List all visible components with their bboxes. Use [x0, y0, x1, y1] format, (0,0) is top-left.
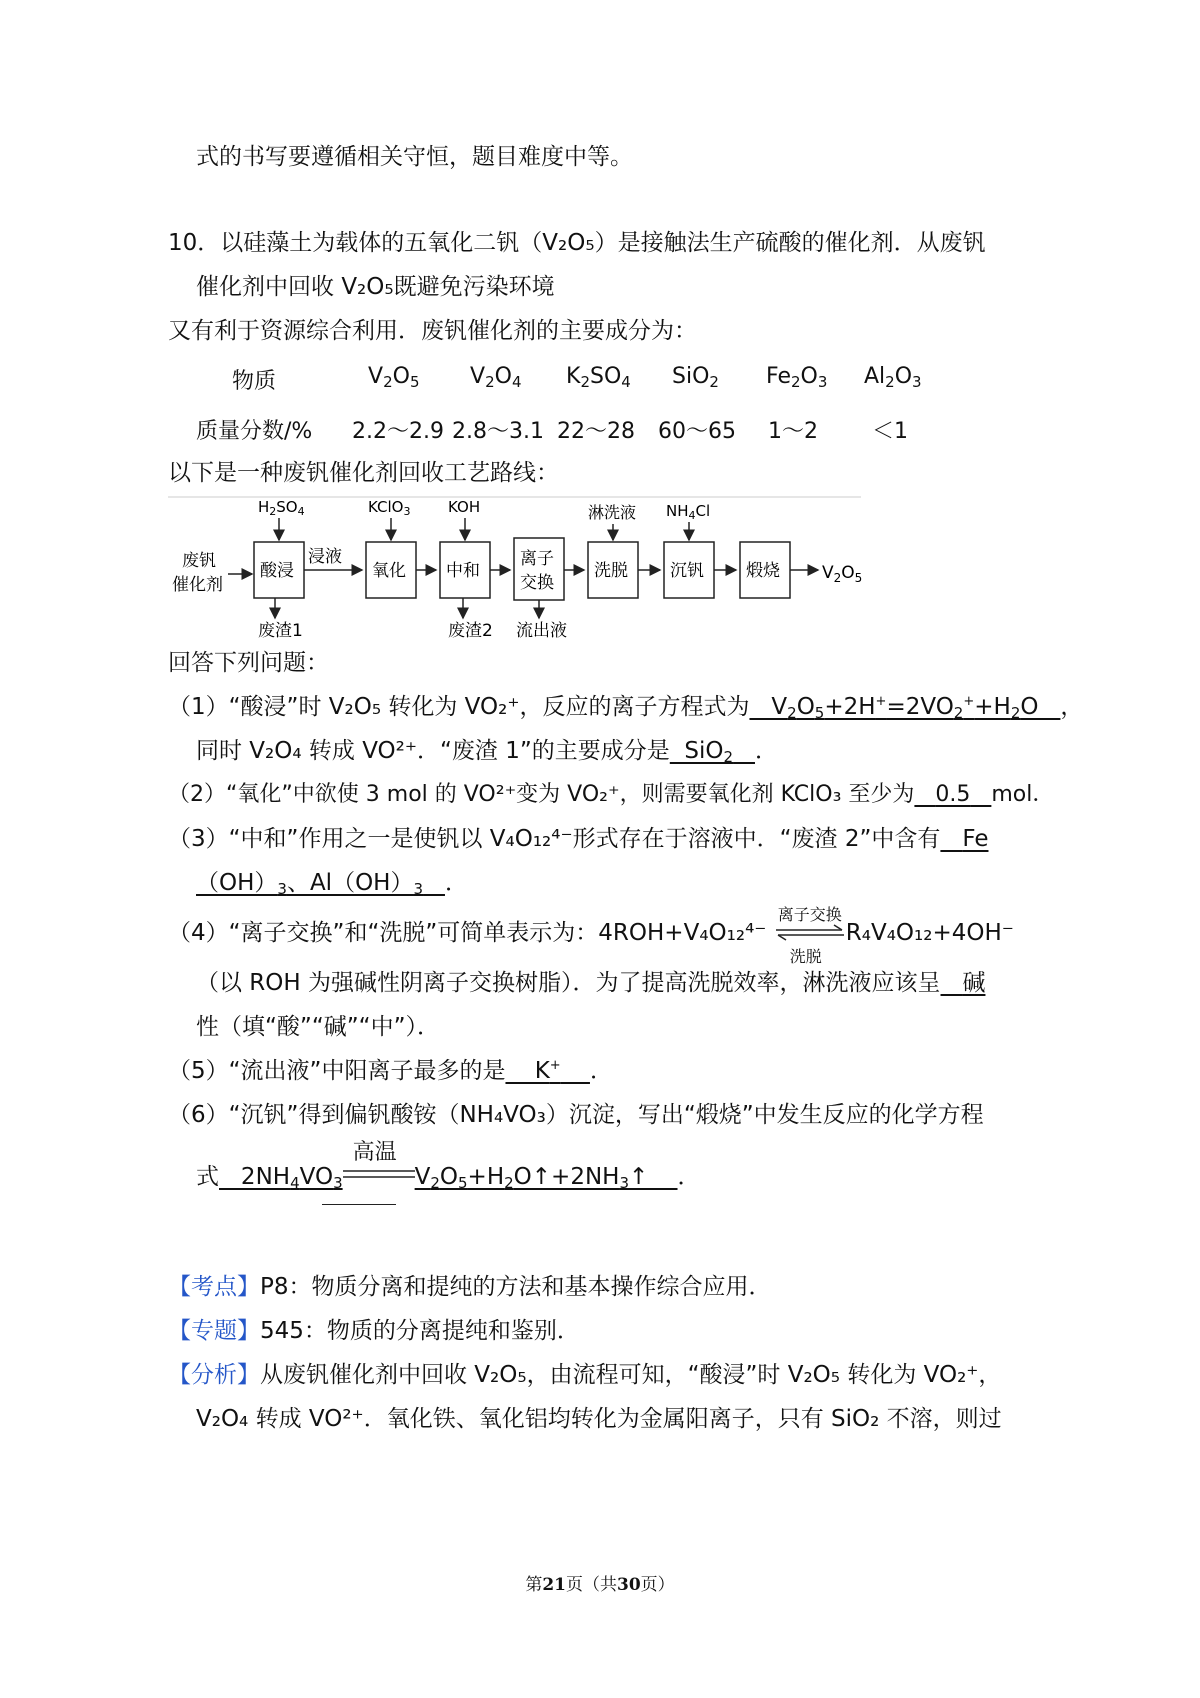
- part-2-answer: 0.5: [935, 782, 971, 807]
- q10-stem-line2: [196, 272, 555, 302]
- kaodian-tag: 【考点】: [168, 1274, 260, 1300]
- part-2-unit: mol．: [991, 782, 1055, 807]
- flow-intro: 以下是一种废钒催化剂回收工艺路线：: [168, 460, 559, 486]
- q10-stem-line3: 又有利于资源综合利用．废钒催化剂的主要成分为：: [168, 318, 697, 344]
- part-6-answer-right: $V_2O_5+H_2O↑+2NH_3↑$: [414, 1164, 678, 1192]
- part-3-answer-2: $(OH)_3$、$Al(OH)_3$: [196, 870, 424, 898]
- waste-1: 废渣1: [258, 621, 303, 641]
- q10-stem2a: 催化剂中回收: [196, 274, 342, 300]
- part-3-line1: [168, 824, 988, 854]
- fenxi-line2: V₂O₄ 转成 VO²⁺．氧化铁、氧化铝均转化为金属阳离子，只有 SiO₂ 不溶，则过: [196, 1406, 1002, 1432]
- part-1-text: （1）“酸浸”时 V₂O₅ 转化为 VO₂⁺，反应的离子方程式为: [168, 694, 750, 720]
- part-2-text: （2）“氧化”中欲使 3 mol 的 VO²⁺变为 VO₂⁺，则需要氧化剂 KClO₃ 至少为: [168, 782, 915, 807]
- part-5-line: （5）“流出液”中阳离子最多的是 K+ ．: [168, 1058, 613, 1084]
- high-temp-condition: [343, 1140, 415, 1186]
- leach-liquid-label: 浸液: [308, 547, 342, 567]
- q10-v2o5-b: V₂O₅: [341, 274, 394, 300]
- step-neutralize: 中和: [446, 561, 480, 581]
- kaodian-text: P8：物质分离和提纯的方法和基本操作综合应用．: [260, 1274, 772, 1300]
- part-1-answer: $V_2O_5+2H^+=2VO_2^++H_2O$: [749, 694, 1061, 722]
- part-4-text: （4）“离子交换”和“洗脱”可简单表示为：4ROH+V₄O₁₂⁴⁻: [168, 920, 767, 946]
- q10-v2o5: V₂O₅: [542, 230, 595, 256]
- process-flow-diagram: [168, 494, 868, 644]
- table-head-6: $Al_2O_3$: [864, 364, 922, 391]
- part-1-answer-2: SiO$_2$: [669, 738, 734, 766]
- step-oxidation: 氧化: [372, 561, 406, 581]
- footer-pre: 第: [525, 1575, 543, 1595]
- footer-post: 页）: [640, 1575, 675, 1595]
- part-4-line1: [168, 905, 1014, 966]
- part-5-answer: K+: [505, 1058, 561, 1084]
- footer-total-pages: 30: [617, 1575, 641, 1595]
- reagent-eluent: 淋洗液: [588, 503, 637, 522]
- reagent-koh: KOH: [448, 498, 481, 516]
- reversible-arrow: [774, 905, 846, 966]
- q10-stem1b: ）是接触法生产硫酸的催化剂．从废钒: [594, 230, 986, 256]
- step-calcine: 煅烧: [746, 561, 780, 581]
- table-head-4: SiO$_2$: [672, 364, 719, 391]
- high-temp-label: 高温: [352, 1140, 397, 1165]
- step-acid-leach: 酸浸: [260, 561, 294, 581]
- part-1-line1: （1）“酸浸”时 V₂O₅ 转化为 VO₂⁺，反应的离子方程式为 $V_2O_5+2H^+=2VO_2^++H_2O$ ，: [168, 694, 1084, 722]
- part-4-line3: 性（填“酸”“碱”“中”）．: [196, 1014, 440, 1040]
- double-equals-icon: [343, 1168, 415, 1182]
- answer-intro: 回答下列问题：: [168, 650, 329, 676]
- zhuanti-text: 545：物质的分离提纯和鉴别．: [260, 1318, 580, 1344]
- table-head-5: $Fe_2O_3$: [766, 364, 828, 391]
- footer-mid: 页（共: [566, 1575, 617, 1595]
- zhuanti-tag: 【专题】: [168, 1318, 260, 1344]
- part-1-text-b: 同时 V₂O₄ 转成 VO²⁺．“废渣 1”的主要成分是: [196, 738, 670, 764]
- table-value-4: 1～2: [768, 419, 818, 444]
- step-ion-exchange-1: 离子: [520, 549, 554, 569]
- intro-line: 式的书写要遵循相关守恒，题目难度中等。: [196, 144, 633, 170]
- effluent: 流出液: [516, 621, 567, 641]
- flow-input-line2: 催化剂: [172, 575, 223, 595]
- table-head-1: $V_2O_5$: [368, 364, 420, 391]
- part-5-text: （5）“流出液”中阳离子最多的是: [168, 1058, 506, 1084]
- table-value-5: ＜1: [872, 419, 908, 444]
- reversible-top-label: 离子交换: [777, 905, 842, 924]
- footer-page-number: 21: [542, 1575, 566, 1595]
- part-3-line2: $(OH)_3$、$Al(OH)_3$ ．: [196, 870, 468, 898]
- reversible-arrow-icon: [774, 922, 846, 944]
- q10-stem1: 以硅藻土为载体的五氧化二钒（: [220, 230, 543, 256]
- part-6-text: 式: [196, 1164, 219, 1190]
- part-6-line1: （6）“沉钒”得到偏钒酸铵（NH₄VO₃）沉淀，写出“煅烧”中发生反应的化学方程: [168, 1102, 984, 1128]
- reagent-nh4cl: $NH_4Cl$: [666, 502, 711, 522]
- page-footer: [0, 1570, 1200, 1595]
- part-2-line: [168, 780, 1054, 810]
- part-1-line2: 同时 V₂O₄ 转成 VO²⁺．“废渣 1”的主要成分是 SiO$_2$ ．: [196, 738, 778, 766]
- flow-input-line1: 废钒: [182, 551, 216, 571]
- step-elution: 洗脱: [594, 561, 628, 581]
- fenxi-line1: [168, 1360, 1001, 1390]
- kaodian-line: [168, 1272, 772, 1302]
- table-value-3: 60～65: [658, 419, 736, 444]
- table-head-2: $V_2O_4$: [470, 364, 522, 391]
- q10-stem-line1: [168, 228, 986, 258]
- part-4-text-b: R₄V₄O₁₂+4OH⁻: [845, 920, 1014, 946]
- q10-number: 10．: [168, 230, 221, 256]
- reagent-h2so4: $H_2SO_4$: [258, 498, 305, 518]
- table-head-0: 物质: [232, 369, 277, 394]
- q10-stem2b: 既避免污染环境: [393, 274, 555, 300]
- part-6-underline-extension: [322, 1204, 396, 1205]
- part-4-answer: 碱: [962, 970, 986, 996]
- fenxi-tag: 【分析】: [168, 1362, 260, 1388]
- reagent-kclo3: KClO$_3$: [368, 498, 411, 518]
- part-4-text-c: （以 ROH 为强碱性阴离子交换树脂）．为了提高洗脱效率，淋洗液应该呈: [196, 970, 941, 996]
- fenxi-text1: 从废钒催化剂中回收 V₂O₅，由流程可知，“酸浸”时 V₂O₅ 转化为 VO₂⁺，: [260, 1362, 1002, 1388]
- step-ion-exchange-2: 交换: [520, 573, 554, 593]
- waste-2: 废渣2: [448, 621, 493, 641]
- part-4-line2: [196, 968, 985, 998]
- step-vanadium-precip: 沉钒: [670, 561, 704, 581]
- zhuanti-line: [168, 1316, 580, 1346]
- table-row-label: 质量分数/%: [196, 419, 313, 444]
- part-3-text: （3）“中和”作用之一是使钒以 V₄O₁₂⁴⁻形式存在于溶液中．“废渣 2”中含有: [168, 826, 941, 852]
- part-6-answer-left: $2NH_4VO_3$: [219, 1164, 343, 1192]
- composition-table: [0, 364, 1200, 454]
- table-value-1: 2.8～3.1: [452, 419, 544, 444]
- table-value-2: 22～28: [557, 419, 635, 444]
- reversible-bottom-label: 洗脱: [789, 947, 822, 966]
- part-6-line2: 式 $2NH_4VO_3$ 高温 $V_2O_5+H_2O↑+2NH_3↑$ ．: [196, 1140, 701, 1192]
- table-head-3: $K_2SO_4$: [566, 364, 631, 391]
- flow-product: $V_2O_5$: [822, 563, 863, 585]
- table-value-0: 2.2～2.9: [352, 419, 444, 444]
- part-3-answer-1: Fe: [962, 826, 989, 852]
